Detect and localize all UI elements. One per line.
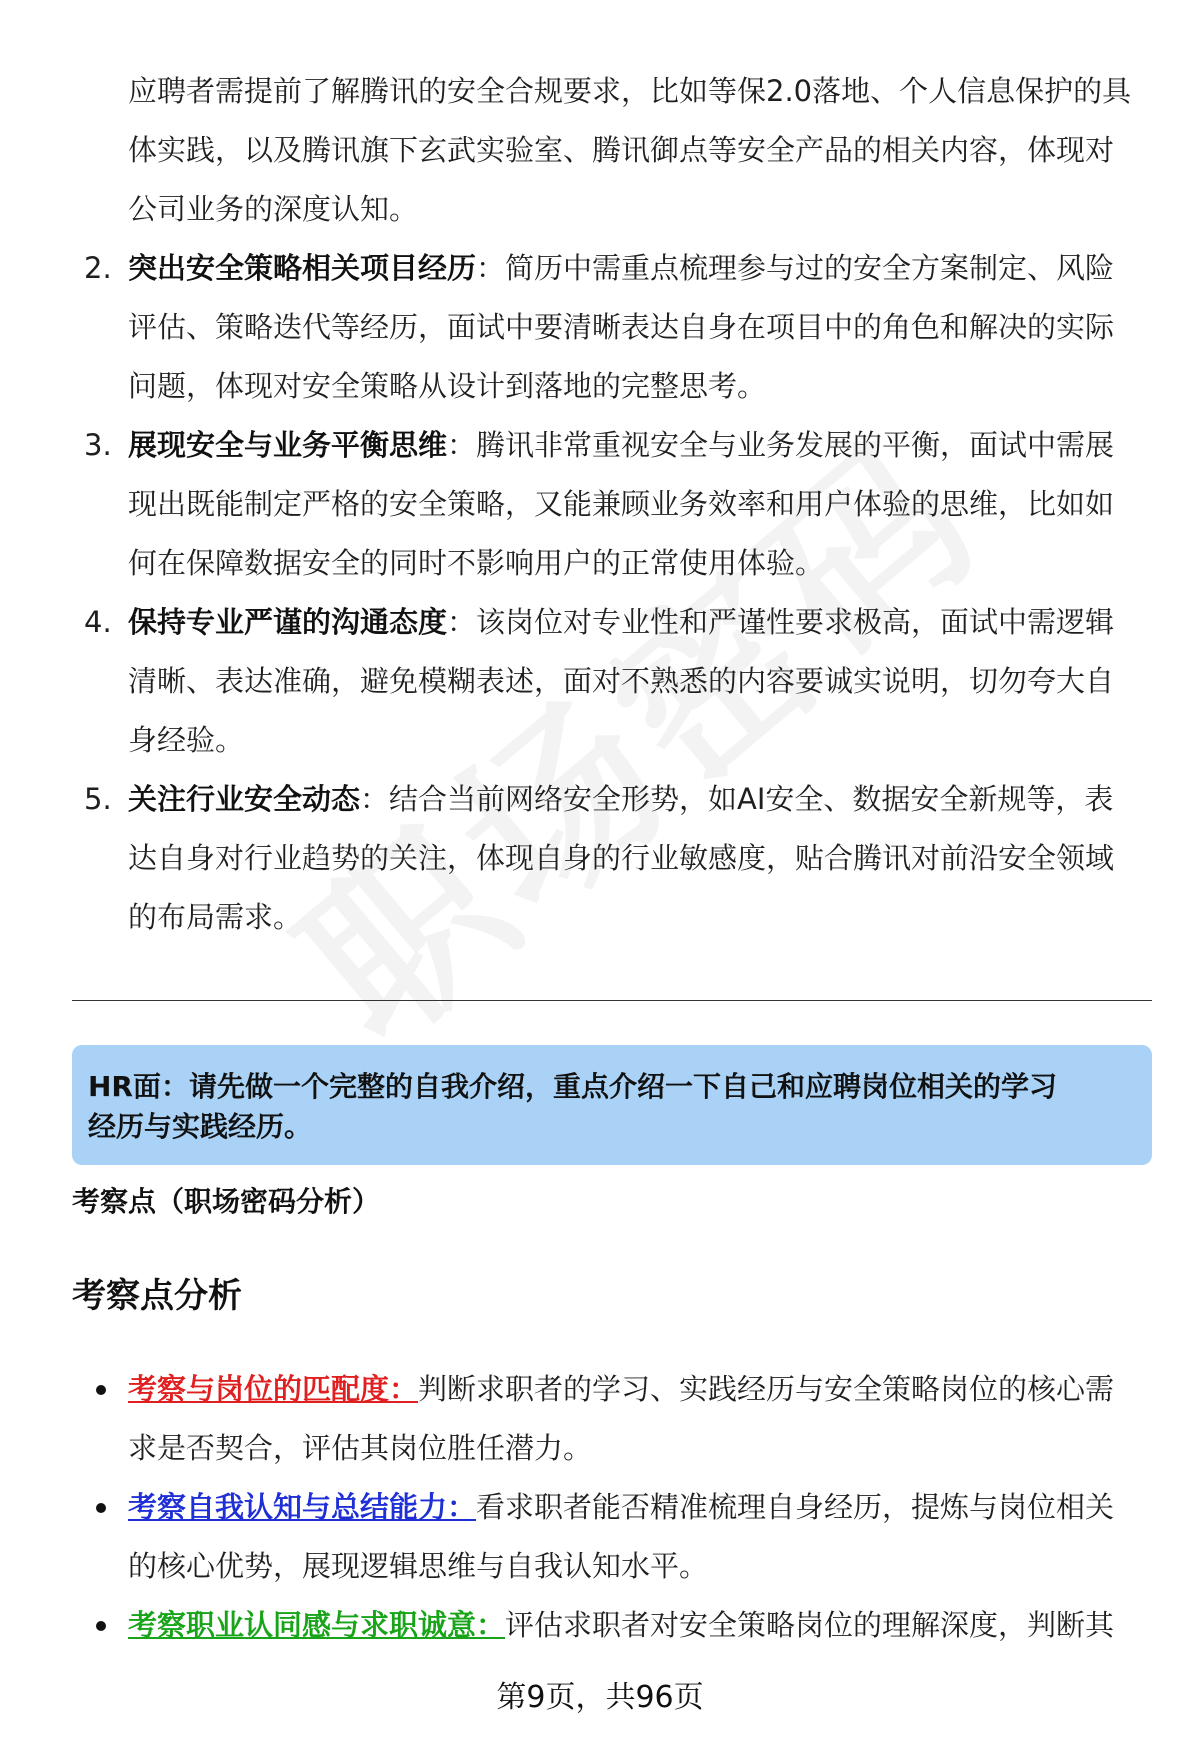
text-line: 评估求职者对安全策略岗位的理解深度，判断其 (505, 1608, 1115, 1642)
tips-list (72, 62, 1162, 947)
text-line: 应聘者需提前了解腾讯的安全合规要求，比如等保2.0落地、个人信息保护的具 (128, 74, 1132, 108)
item-number: 4. (84, 605, 112, 639)
bullet-icon (96, 1385, 106, 1395)
item-number: 5. (84, 782, 112, 816)
text-line: ：简历中需重点梳理参与过的安全方案制定、风险 (476, 251, 1115, 285)
tip-continuation (72, 62, 1162, 239)
point-item (72, 1360, 1162, 1478)
point-label: 考察自我认知与总结能力： (128, 1490, 477, 1524)
points-list (72, 1360, 1162, 1655)
tip-title: 保持专业严谨的沟通态度 (128, 605, 448, 639)
tip-title: 关注行业安全动态 (128, 782, 361, 816)
question-box (72, 1045, 1152, 1165)
divider (72, 1000, 1152, 1001)
text-line: 看求职者能否精准梳理自身经历，提炼与岗位相关 (476, 1490, 1115, 1524)
question-line: HR面：请先做一个完整的自我介绍，重点介绍一下自己和应聘岗位相关的学习 (88, 1070, 1057, 1103)
text-line: 公司业务的深度认知。 (128, 192, 419, 226)
text-line: 问题，体现对安全策略从设计到落地的完整思考。 (128, 369, 767, 403)
text-line: ：该岗位对专业性和严谨性要求极高，面试中需逻辑 (447, 605, 1115, 639)
point-label: 考察与岗位的匹配度： (128, 1372, 419, 1406)
item-number: 2. (84, 251, 112, 285)
text-line: 判断求职者的学习、实践经历与安全策略岗位的核心需 (418, 1372, 1115, 1406)
text-line: 身经验。 (128, 723, 245, 757)
point-label: 考察职业认同感与求职诚意： (128, 1608, 506, 1642)
text-line: 达自身对行业趋势的关注，体现自身的行业敏感度，贴合腾讯对前沿安全领域 (128, 841, 1115, 875)
tip-title: 展现安全与业务平衡思维 (128, 428, 448, 462)
bullet-icon (96, 1503, 106, 1513)
text-line: 的核心优势，展现逻辑思维与自我认知水平。 (128, 1549, 709, 1583)
tip-title: 突出安全策略相关项目经历 (128, 251, 477, 285)
text-line: ：结合当前网络安全形势，如AI安全、数据安全新规等，表 (360, 782, 1114, 816)
point-item (72, 1478, 1162, 1596)
item-number: 3. (84, 428, 112, 462)
text-line: 的布局需求。 (128, 900, 303, 934)
text-line: 评估、策略迭代等经历，面试中要清晰表达自身在项目中的角色和解决的实际 (128, 310, 1115, 344)
text-line: 何在保障数据安全的同时不影响用户的正常使用体验。 (128, 546, 825, 580)
page-footer: 第9页，共96页 (496, 1680, 704, 1715)
section-title: 考察点分析 (72, 1276, 242, 1316)
text-line: 清晰、表达准确，避免模糊表述，面对不熟悉的内容要诚实说明，切勿夸大自 (128, 664, 1115, 698)
subheading: 考察点（职场密码分析） (72, 1185, 381, 1218)
text-line: 体实践，以及腾讯旗下玄武实验室、腾讯御点等安全产品的相关内容，体现对 (128, 133, 1115, 167)
tip-item (72, 416, 1162, 593)
text-line: 求是否契合，评估其岗位胜任潜力。 (128, 1431, 593, 1465)
bullet-icon (96, 1621, 106, 1631)
question-line: 经历与实践经历。 (88, 1110, 313, 1143)
text-line: ：腾讯非常重视安全与业务发展的平衡，面试中需展 (447, 428, 1115, 462)
tip-item (72, 239, 1162, 416)
tip-item (72, 593, 1162, 770)
text-line: 现出既能制定严格的安全策略，又能兼顾业务效率和用户体验的思维，比如如 (128, 487, 1115, 521)
point-item (72, 1596, 1162, 1655)
tip-item (72, 770, 1162, 947)
